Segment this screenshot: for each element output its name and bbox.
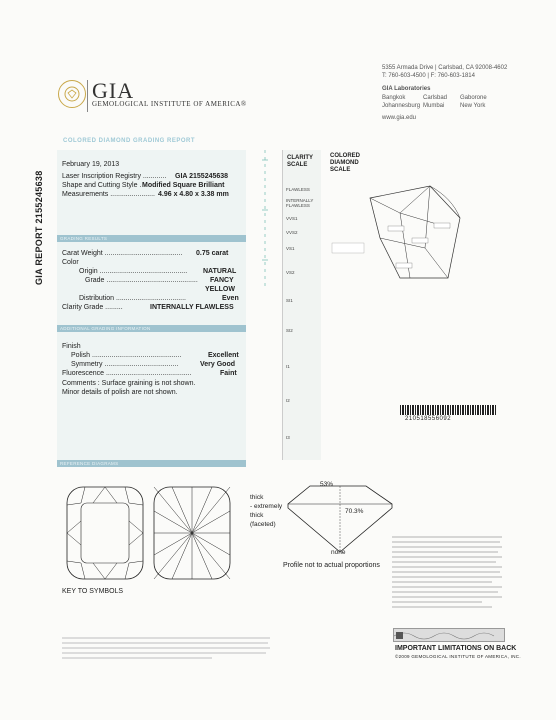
report-date: February 19, 2013 xyxy=(62,161,120,168)
color-scale-head3: SCALE xyxy=(330,167,351,173)
lab-bangkok: Bangkok xyxy=(382,95,406,101)
inscription-label: Laser Inscription Registry ............ xyxy=(62,173,167,180)
logo-subtitle: GEMOLOGICAL INSTITUTE OF AMERICA® xyxy=(92,100,247,108)
color-scale-head xyxy=(330,153,360,174)
finish-label: Finish xyxy=(62,343,81,350)
report-title: COLORED DIAMOND GRADING REPORT xyxy=(63,138,195,144)
copyright-line: ©2009 GEMOLOGICAL INSTITUTE OF AMERICA, INC. xyxy=(395,654,521,659)
carat-label: Carat Weight ........................................ xyxy=(62,250,183,257)
clarity-scale-head1: CLARITY xyxy=(287,155,313,161)
color-label: Color xyxy=(62,259,79,266)
clarity-value: INTERNALLY FLAWLESS xyxy=(150,304,234,311)
fine-print-block xyxy=(392,535,504,624)
symmetry-label: Symmetry ...................................... xyxy=(71,361,179,368)
shape-label: Shape and Cutting Style . xyxy=(62,182,142,189)
grade-value-fancy: FANCY xyxy=(210,277,234,284)
reference-diagrams-band: REFERENCE DIAGRAMS xyxy=(57,460,246,467)
clarity-vs2: VS2 xyxy=(286,270,295,275)
inscription-value: GIA 2155245638 xyxy=(175,173,229,180)
fluorescence-value: Faint xyxy=(220,370,237,377)
pavilion-view-diagram xyxy=(152,485,232,586)
lab-johannesburg: Johannesburg xyxy=(382,103,421,109)
barcode-number: 210518556092 xyxy=(405,416,452,422)
color-scale-head1: COLORED xyxy=(330,153,360,159)
logo-text: GIA xyxy=(92,78,135,103)
grade-value-yellow: YELLOW xyxy=(205,286,235,293)
important-limitations-title: IMPORTANT LIMITATIONS ON BACK xyxy=(395,645,517,652)
clarity-vvs1: VVS1 xyxy=(286,216,298,221)
girdle-extremely: - extremely xyxy=(250,503,283,510)
clarity-i3: I3 xyxy=(286,435,290,440)
distribution-value: Even xyxy=(222,295,239,302)
clarity-scale-head2: SCALE xyxy=(287,162,308,168)
clarity-si2: SI2 xyxy=(286,328,293,333)
labs-title: GIA Laboratories xyxy=(382,86,431,92)
girdle-thick2: thick xyxy=(250,512,264,519)
hologram-strip xyxy=(258,150,272,290)
culet-value: none xyxy=(331,549,346,556)
carat-value: 0.75 carat xyxy=(196,250,229,257)
measurements-label: Measurements ....................... xyxy=(62,191,155,198)
fluorescence-label: Fluorescence ............................................ xyxy=(62,370,192,377)
lab-newyork: New York xyxy=(460,103,486,109)
crown-view-diagram xyxy=(65,485,145,586)
distribution-label: Distribution .................................... xyxy=(79,295,186,302)
symmetry-value: Very Good xyxy=(200,361,236,368)
logo-divider xyxy=(87,80,88,112)
clarity-i2: I2 xyxy=(286,398,290,403)
clarity-vs1: VS1 xyxy=(286,246,295,251)
depth-percent: 70.3% xyxy=(345,508,364,515)
grade-label: Grade ............................................... xyxy=(85,277,198,284)
gia-seal-icon xyxy=(58,80,86,108)
polish-label: Polish .............................................. xyxy=(71,352,182,359)
website-link[interactable]: www.gia.edu xyxy=(382,115,417,121)
origin-label: Origin ............................................. xyxy=(79,268,188,275)
lab-mumbai: Mumbai xyxy=(423,103,445,109)
vertical-report-number: GIA REPORT 2155245638 xyxy=(34,170,44,285)
comment-line2: Minor details of polish are not shown. xyxy=(62,389,178,396)
clarity-scale xyxy=(282,150,321,460)
lab-carlsbad: Carlsbad xyxy=(423,95,448,101)
origin-value: NATURAL xyxy=(203,268,237,275)
profile-note: Profile not to actual proportions xyxy=(283,562,380,569)
bottom-fine-print xyxy=(62,636,272,667)
additional-info-band: ADDITIONAL GRADING INFORMATION xyxy=(57,325,246,332)
grading-results-band: GRADING RESULTS xyxy=(57,235,246,242)
polish-value: Excellent xyxy=(208,352,239,359)
clarity-flawless: FLAWLESS xyxy=(286,187,310,192)
clarity-vvs2: VVS2 xyxy=(286,230,298,235)
security-strip xyxy=(393,628,505,642)
key-to-symbols: KEY TO SYMBOLS xyxy=(62,588,124,595)
address-line2: T: 760-603-4500 | F: 760-603-1814 xyxy=(382,73,475,79)
clarity-if: INTERNALLY FLAWLESS xyxy=(286,198,314,208)
lab-gaborone: Gaborone xyxy=(460,95,487,101)
barcode xyxy=(400,405,496,415)
comment-line1: Comments : Surface graining is not shown. xyxy=(62,380,196,387)
shape-value: Modified Square Brilliant xyxy=(142,182,225,189)
measurements-value: 4.96 x 4.80 x 3.38 mm xyxy=(158,191,229,198)
color-scale-head2: DIAMOND xyxy=(330,160,359,166)
table-percent: 53% xyxy=(320,481,334,488)
address-line1: 5355 Armada Drive | Carlsbad, CA 92008-4602 xyxy=(382,65,508,71)
clarity-label: Clarity Grade ......... xyxy=(62,304,123,311)
girdle-faceted: (faceted) xyxy=(250,521,276,528)
girdle-thick: thick xyxy=(250,494,264,501)
clarity-i1: I1 xyxy=(286,364,290,369)
clarity-si1: SI1 xyxy=(286,298,293,303)
color-scale-diagram xyxy=(330,178,475,293)
